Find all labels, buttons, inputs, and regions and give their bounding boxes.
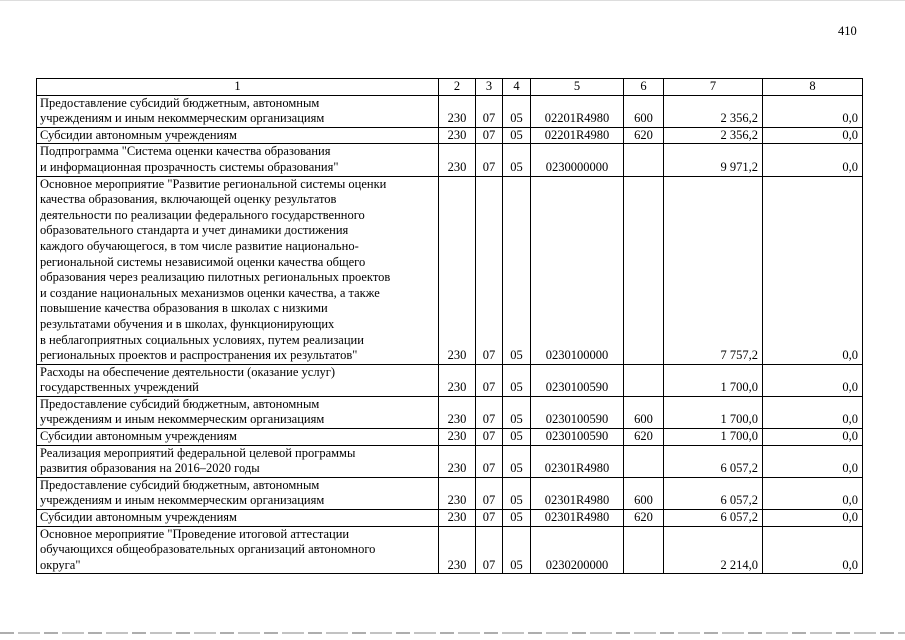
row-name: Субсидии автономным учреждениям (37, 429, 439, 446)
page-number: 410 (838, 24, 857, 38)
row-amount-2: 0,0 (763, 477, 863, 509)
row-target-article: 0230200000 (531, 526, 624, 574)
row-target-article: 0230100590 (531, 429, 624, 446)
row-amount: 1 700,0 (664, 364, 763, 396)
budget-table (36, 78, 863, 574)
row-section: 07 (476, 510, 503, 527)
row-amount: 9 971,2 (664, 144, 763, 176)
row-subsection: 05 (503, 127, 531, 144)
row-expense-type (624, 445, 664, 477)
row-admin-code: 230 (439, 429, 476, 446)
row-amount: 6 057,2 (664, 445, 763, 477)
row-expense-type: 600 (624, 477, 664, 509)
row-admin-code: 230 (439, 445, 476, 477)
row-name: Подпрограмма "Система оценки качества образования и информационная прозрачность системы образования" (37, 144, 439, 176)
header-col-4: 4 (503, 79, 531, 96)
row-expense-type (624, 364, 664, 396)
table-row (37, 526, 863, 574)
table-body (37, 95, 863, 574)
table-row (37, 364, 863, 396)
table-row (37, 445, 863, 477)
row-target-article: 0230100000 (531, 176, 624, 364)
table-row (37, 510, 863, 527)
row-section: 07 (476, 396, 503, 428)
row-name: Субсидии автономным учреждениям (37, 127, 439, 144)
row-target-article: 02201R4980 (531, 127, 624, 144)
row-amount-2: 0,0 (763, 396, 863, 428)
row-name: Предоставление субсидий бюджетным, автономным учреждениям и иным некоммерческим организациям (37, 477, 439, 509)
row-expense-type (624, 144, 664, 176)
row-section: 07 (476, 95, 503, 127)
row-subsection: 05 (503, 144, 531, 176)
row-expense-type: 620 (624, 127, 664, 144)
row-subsection: 05 (503, 510, 531, 527)
row-target-article: 0230100590 (531, 364, 624, 396)
row-name: Расходы на обеспечение деятельности (оказание услуг) государственных учреждений (37, 364, 439, 396)
row-amount: 7 757,2 (664, 176, 763, 364)
table-header (37, 79, 863, 96)
row-amount-2: 0,0 (763, 526, 863, 574)
row-target-article: 02301R4980 (531, 510, 624, 527)
row-section: 07 (476, 144, 503, 176)
header-col-1: 1 (37, 79, 439, 96)
scan-top-edge (0, 0, 905, 1)
row-admin-code: 230 (439, 526, 476, 574)
row-subsection: 05 (503, 95, 531, 127)
row-expense-type (624, 526, 664, 574)
row-subsection: 05 (503, 445, 531, 477)
row-amount: 6 057,2 (664, 477, 763, 509)
row-amount-2: 0,0 (763, 176, 863, 364)
row-name: Предоставление субсидий бюджетным, автономным учреждениям и иным некоммерческим организациям (37, 396, 439, 428)
row-subsection: 05 (503, 176, 531, 364)
table-row (37, 429, 863, 446)
row-amount-2: 0,0 (763, 127, 863, 144)
row-subsection: 05 (503, 429, 531, 446)
row-amount: 1 700,0 (664, 429, 763, 446)
row-section: 07 (476, 127, 503, 144)
row-name: Субсидии автономным учреждениям (37, 510, 439, 527)
row-section: 07 (476, 477, 503, 509)
row-target-article: 0230100590 (531, 396, 624, 428)
row-amount: 2 356,2 (664, 95, 763, 127)
row-amount: 1 700,0 (664, 396, 763, 428)
table-row (37, 127, 863, 144)
row-target-article: 02201R4980 (531, 95, 624, 127)
row-name: Основное мероприятие "Развитие региональной системы оценки качества образования, включающей оценку результатов деятельности по реализации федерального государственного образовательного стандарта и учет динамики достижения каждого обучающегося, в том числе развитие национально- региональной системы независимой оценки качества общего образования через реализацию пилотных региональных проектов и создание национальных механизмов оценки качества, а также повышение качества образования в школах с низкими результатами обучения и в школах, функционирующих в неблагоприятных социальных условиях, путем реализации региональных проектов и распространения их результатов" (37, 176, 439, 364)
row-section: 07 (476, 364, 503, 396)
row-target-article: 02301R4980 (531, 477, 624, 509)
table-row (37, 176, 863, 364)
row-amount-2: 0,0 (763, 144, 863, 176)
table-row (37, 95, 863, 127)
header-row (37, 79, 863, 96)
row-amount: 2 356,2 (664, 127, 763, 144)
row-amount: 2 214,0 (664, 526, 763, 574)
row-name: Реализация мероприятий федеральной целевой программы развития образования на 2016–2020 годы (37, 445, 439, 477)
table-row (37, 477, 863, 509)
row-admin-code: 230 (439, 477, 476, 509)
row-name: Предоставление субсидий бюджетным, автономным учреждениям и иным некоммерческим организациям (37, 95, 439, 127)
row-subsection: 05 (503, 477, 531, 509)
table-row (37, 144, 863, 176)
row-expense-type: 600 (624, 95, 664, 127)
row-amount: 6 057,2 (664, 510, 763, 527)
row-admin-code: 230 (439, 364, 476, 396)
header-col-3: 3 (476, 79, 503, 96)
row-target-article: 0230000000 (531, 144, 624, 176)
row-section: 07 (476, 445, 503, 477)
row-name: Основное мероприятие "Проведение итоговой аттестации обучающихся общеобразовательных организаций автономного округа" (37, 526, 439, 574)
row-section: 07 (476, 526, 503, 574)
row-amount-2: 0,0 (763, 95, 863, 127)
row-expense-type: 600 (624, 396, 664, 428)
row-amount-2: 0,0 (763, 364, 863, 396)
header-col-6: 6 (624, 79, 664, 96)
row-admin-code: 230 (439, 127, 476, 144)
header-col-2: 2 (439, 79, 476, 96)
row-admin-code: 230 (439, 396, 476, 428)
row-amount-2: 0,0 (763, 445, 863, 477)
row-target-article: 02301R4980 (531, 445, 624, 477)
row-expense-type: 620 (624, 429, 664, 446)
row-section: 07 (476, 176, 503, 364)
row-amount-2: 0,0 (763, 510, 863, 527)
header-col-7: 7 (664, 79, 763, 96)
row-admin-code: 230 (439, 144, 476, 176)
row-amount-2: 0,0 (763, 429, 863, 446)
header-col-8: 8 (763, 79, 863, 96)
table-row (37, 396, 863, 428)
row-subsection: 05 (503, 526, 531, 574)
row-expense-type: 620 (624, 510, 664, 527)
scan-bottom-edge (0, 632, 905, 634)
row-admin-code: 230 (439, 95, 476, 127)
row-section: 07 (476, 429, 503, 446)
header-col-5: 5 (531, 79, 624, 96)
row-expense-type (624, 176, 664, 364)
row-admin-code: 230 (439, 176, 476, 364)
row-subsection: 05 (503, 364, 531, 396)
row-subsection: 05 (503, 396, 531, 428)
row-admin-code: 230 (439, 510, 476, 527)
